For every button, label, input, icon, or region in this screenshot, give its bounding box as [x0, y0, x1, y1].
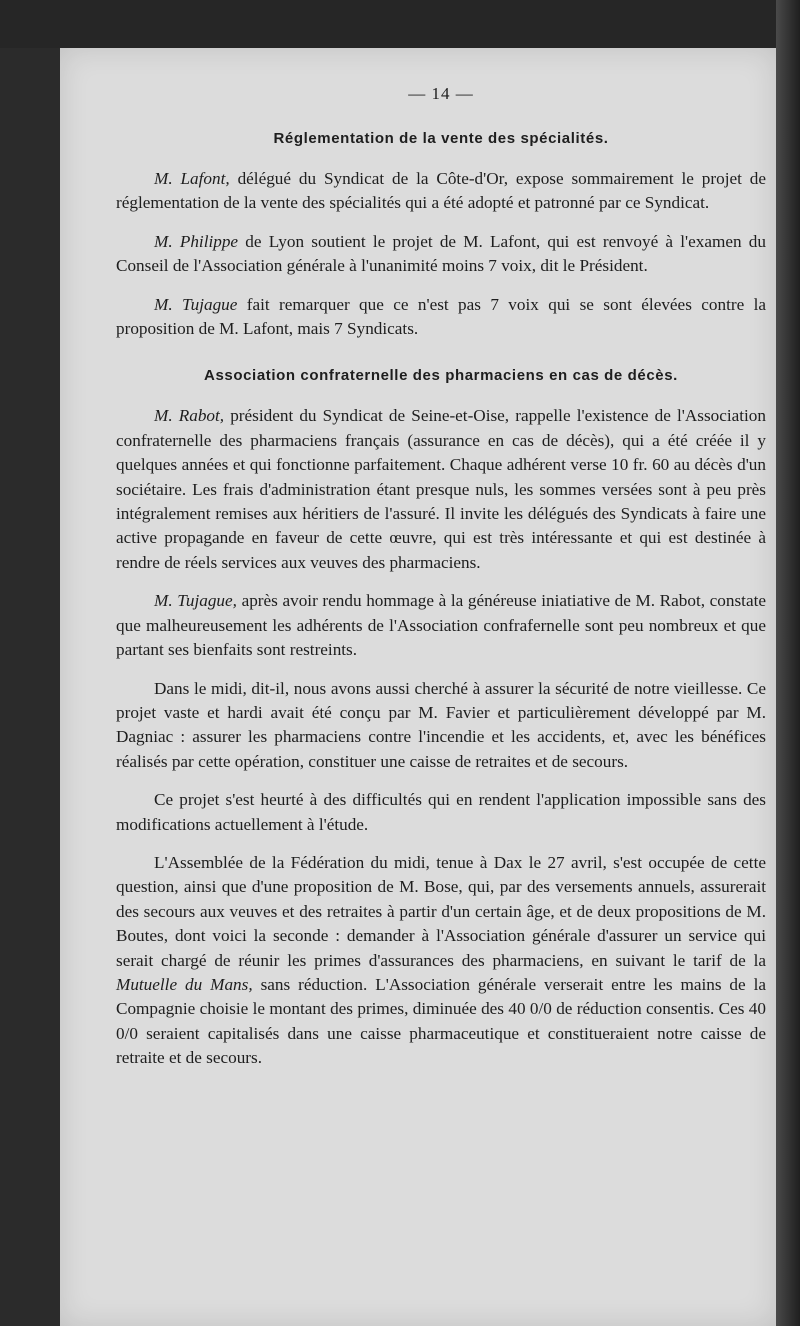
speaker-name: M. Rabot,	[154, 406, 225, 426]
paragraph-philippe	[116, 230, 766, 279]
paragraph-text: fait remarquer que ce n'est pas 7 voix qui se sont élevées contre la proposition de M. Lafont, mais 7 Syndicats.	[116, 294, 766, 339]
paragraph-projet: Ce projet s'est heurté à des difficultés qui en rendent l'application impossible sans des modifications actuellement à l'étude.	[116, 790, 766, 834]
section-heading-association: Association confraternelle des pharmaciens en cas de décès.	[204, 367, 678, 385]
section-heading-specialites: Réglementation de la vente des spécialités.	[273, 130, 609, 147]
speaker-name: M. Tujague	[154, 294, 238, 314]
paragraph-rabot	[116, 404, 766, 575]
scan-top-border	[0, 0, 800, 48]
speaker-name: M. Tujague,	[154, 591, 237, 611]
paragraph-text: délégué du Syndicat de la Côte-d'Or, expose sommairement le projet de réglementation de la vente des spécialités qui a été adopté et patronné par ce Syndicat.	[116, 169, 766, 213]
page-number: — 14 —	[408, 84, 474, 103]
document-page	[60, 48, 776, 1326]
mutuelle-name: Mutuelle du Mans,	[116, 974, 253, 994]
speaker-name: M. Philippe	[154, 231, 239, 251]
paragraph-assemblee	[116, 851, 766, 1071]
paragraph-tujague-2	[116, 589, 766, 662]
paragraph-midi: Dans le midi, dit-il, nous avons aussi cherché à assurer la sécurité de notre vieillesse. Ce projet vaste et hardi avait été conçu par M. Favier et particulièrement développé par M. Dagniac : assurer les pharmaciens contre l'incendie et les accidents, et, avec les bénéfices réalisés par cette opération, constituer une caisse de retraites et de secours.	[116, 678, 766, 771]
speaker-name: M. Lafont,	[154, 169, 230, 188]
paragraph-text: L'Assemblée de la Fédération du midi, tenue à Dax le 27 avril, s'est occupée de cette question, ainsi que d'une proposition de M. Bose, qui, par des versements annuels, assurerait des secours aux veuves et des retraites à partir d'un certain âge, et de deux propositions de M. Boutes, dont voici la seconde : demander à l'Association générale d'assurer un service qui serait chargé de réunir les primes d'assurances des pharmaciens, en suivant le tarif de la	[116, 852, 766, 970]
scan-right-border	[776, 0, 800, 1326]
paragraph-text: sans réduction. L'Association générale verserait entre les mains de la Compagnie choisie le montant des primes, diminuée des 40 0/0 de réduction consentis. Ces 40 0/0 seraient capitalisés dans une caisse pharmaceutique et constitueraient notre caisse de retraite et de secours.	[116, 974, 766, 1068]
paragraph-text: de Lyon soutient le projet de M. Lafont, qui est renvoyé à l'examen du Conseil de l'Association générale à l'unanimité moins 7 voix, dit le Président.	[116, 231, 766, 276]
paragraph-lafont	[116, 167, 766, 216]
page-content	[116, 84, 766, 1085]
paragraph-text: après avoir rendu hommage à la généreuse iniatiative de M. Rabot, constate que malheureusement les adhérents de l'Association confrafernelle sont peu nombreux et que partant ses bienfaits sont restreints.	[116, 591, 766, 660]
paragraph-text: président du Syndicat de Seine-et-Oise, rappelle l'existence de l'Association confraternelle des pharmaciens français (assurance en cas de décès), qui a été créée il y quelques années et qui fonctionne parfaitement. Chaque adhérent verse 10 fr. 60 au décès d'un sociétaire. Les frais d'administration étant presque nuls, les sommes versées sont à peu près intégralement remises aux héritiers de l'assuré. Il invite les délégués des Syndicats à faire une active propagande en faveur de cette œuvre, qui est très intéressante et qui est destinée à rendre de réels services aux veuves des pharmaciens.	[116, 406, 766, 572]
paragraph-tujague	[116, 293, 766, 342]
